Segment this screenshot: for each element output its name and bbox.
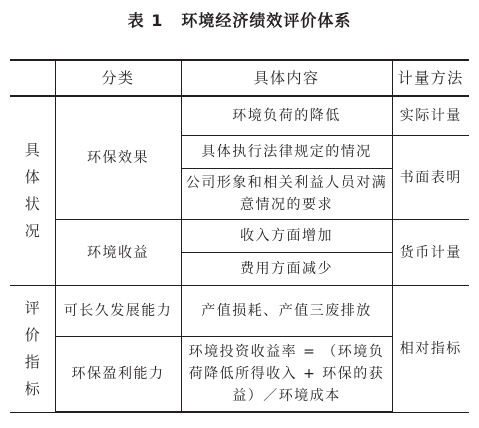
method-cell: 书面表明 [392,136,469,220]
header-blank [10,60,55,96]
table-row [10,220,469,253]
content-cell: 公司形象和相关利益人员对满意情况的要求 [181,169,392,220]
table-caption-label: 表 1 [127,11,164,30]
table-caption [0,10,479,32]
table-caption-title: 环境经济绩效评价体系 [181,11,352,30]
category-cell: 环境收益 [55,220,181,286]
content-cell: 收入方面增加 [181,220,392,253]
group-cell-status [10,96,55,286]
table-row [10,96,469,136]
group-label: 评价指标 [24,298,40,398]
group-cell-indicators [10,286,55,413]
category-cell: 环保盈利能力 [55,337,181,413]
header-category: 分类 [55,60,181,96]
method-cell: 相对指标 [392,286,469,413]
content-cell: 费用方面减少 [181,253,392,286]
header-content: 具体内容 [181,60,392,96]
content-cell: 产值损耗、产值三废排放 [181,286,392,337]
category-cell: 环保效果 [55,96,181,220]
table-header-row [10,60,469,96]
group-label: 具体状况 [24,141,40,240]
method-cell: 实际计量 [392,96,469,136]
content-cell: 具体执行法律规定的情况 [181,136,392,169]
category-cell: 可长久发展能力 [55,286,181,337]
table-row [10,286,469,337]
content-cell: 环境投资收益率 = （环境负荷降低所得收入 + 环保的获益）／环境成本 [181,337,392,413]
header-method: 计量方法 [392,60,469,96]
method-cell: 货币计量 [392,220,469,286]
content-cell: 环境负荷的降低 [181,96,392,136]
evaluation-table [10,59,469,413]
